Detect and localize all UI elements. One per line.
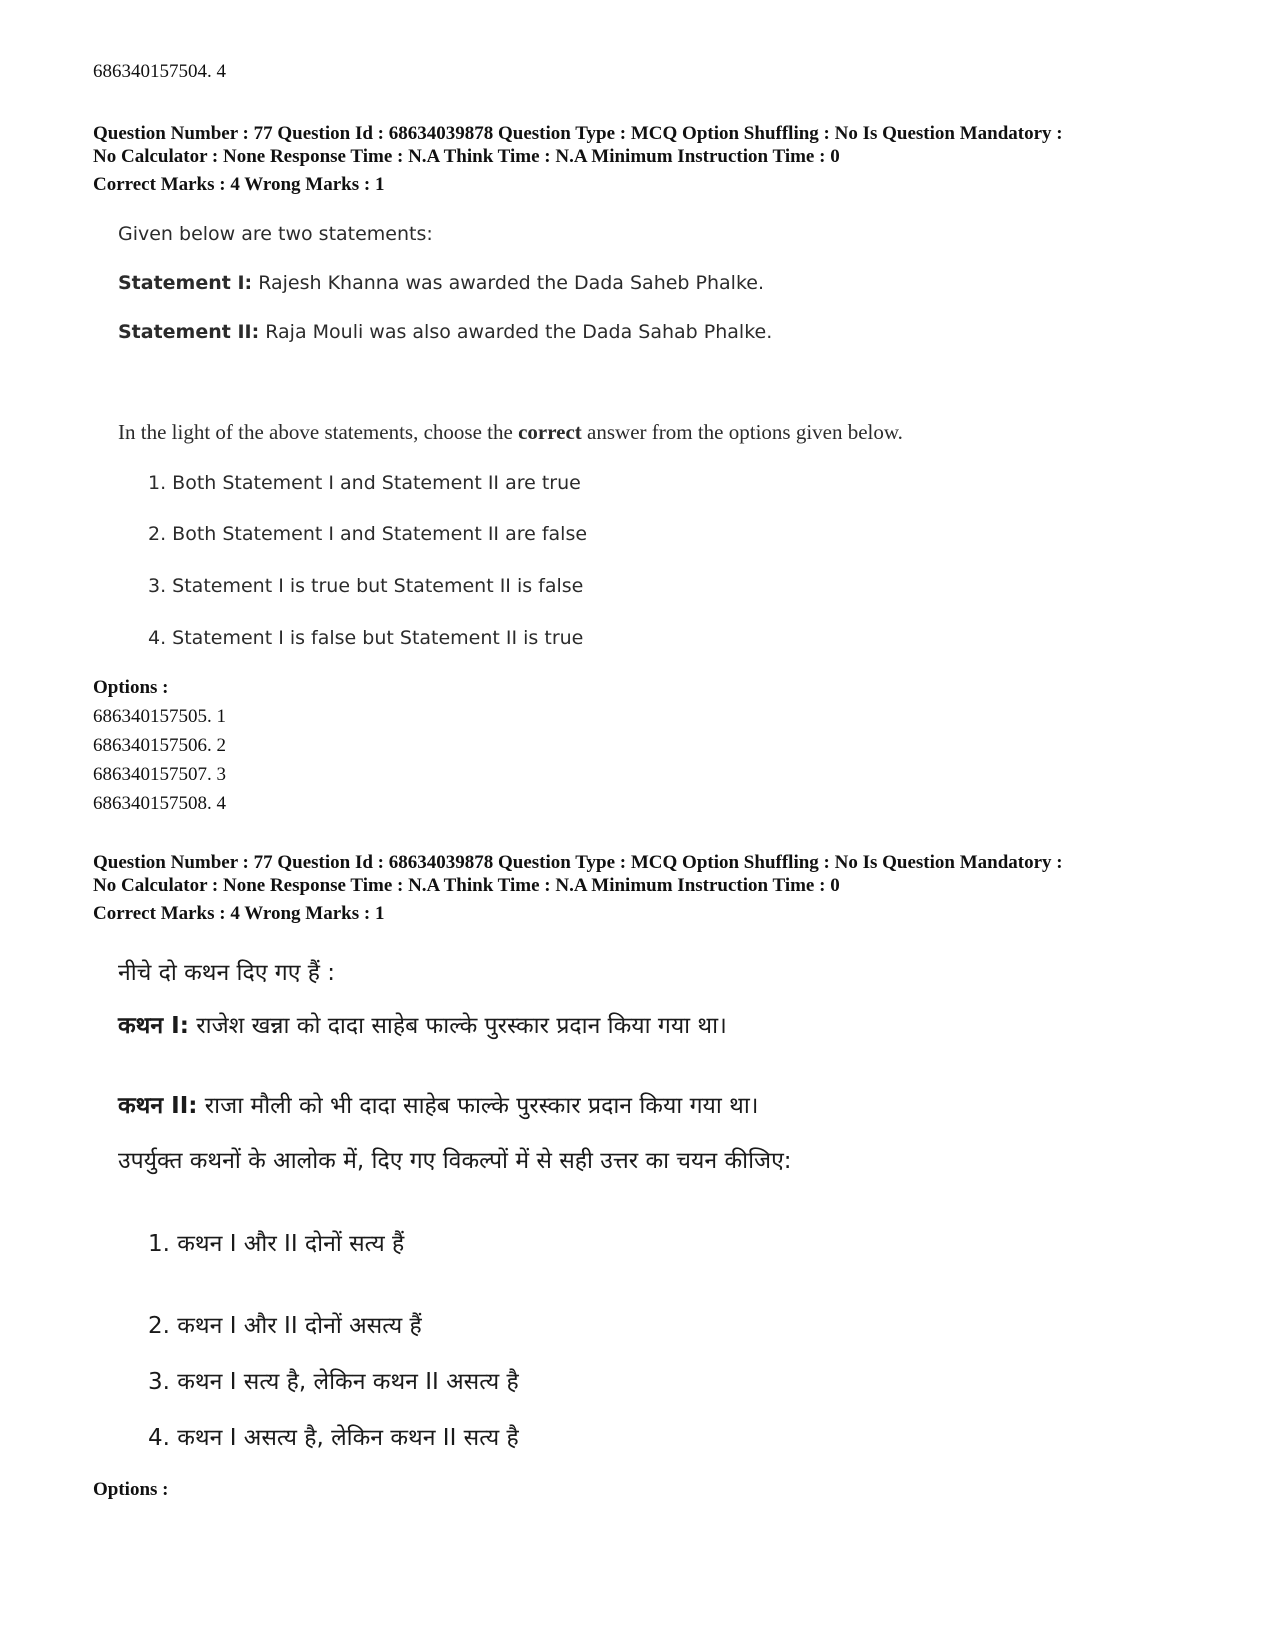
statement-2-text-hi: राजा मौली को भी दादा साहेब फाल्के पुरस्कार प्रदान किया गया था। [204,1093,759,1119]
choice-2-hi: 2. कथन I और II दोनों असत्य हैं [148,1313,422,1339]
marks-line-hi: Correct Marks : 4 Wrong Marks : 1 [93,903,385,924]
statement-2-text: Raja Mouli was also awarded the Dada Sahab Phalke. [265,321,773,343]
choice-3: 3. Statement I is true but Statement II is false [148,575,584,597]
option-3: 686340157507. 3 [93,764,226,785]
statement-1-label: Statement I: [118,272,253,294]
previous-option-line: 686340157504. 4 [93,61,226,82]
option-4: 686340157508. 4 [93,793,226,814]
options-label-hi: Options : [93,1479,169,1500]
statement-2-label-hi: कथन II: [118,1093,198,1119]
option-1: 686340157505. 1 [93,706,226,727]
options-label: Options : [93,677,169,698]
statement-1-text-hi: राजेश खन्ना को दादा साहेब फाल्के पुरस्कार प्रदान किया गया था। [196,1013,727,1039]
statement-1-label-hi: कथन I: [118,1013,189,1039]
choice-2: 2. Both Statement I and Statement II are false [148,523,588,545]
question-meta-line-2: No Calculator : None Response Time : N.A Think Time : N.A Minimum Instruction Time : 0 [93,146,840,167]
statement-1-hi [118,1008,727,1040]
choice-4-hi: 4. कथन I असत्य है, लेकिन कथन II सत्य है [148,1425,519,1451]
choice-3-hi: 3. कथन I सत्य है, लेकिन कथन II असत्य है [148,1369,519,1395]
statement-1-text: Rajesh Khanna was awarded the Dada Saheb Phalke. [258,272,764,294]
question-meta-line-1-hi: Question Number : 77 Question Id : 68634039878 Question Type : MCQ Option Shuffling : No Is Question Mandatory : [93,852,1063,873]
choice-1-hi: 1. कथन I और II दोनों सत्य हैं [148,1231,405,1257]
options-list [93,702,226,818]
instruction-line [118,420,903,445]
statement-2-hi [118,1088,759,1120]
option-2: 686340157506. 2 [93,735,226,756]
statement-2-label: Statement II: [118,321,260,343]
statement-1 [118,272,764,294]
instruction-line-hi: उपर्युक्त कथनों के आलोक में, दिए गए विकल्पों में से सही उत्तर का चयन कीजिए: [118,1148,792,1174]
question-meta-line-2-hi: No Calculator : None Response Time : N.A Think Time : N.A Minimum Instruction Time : 0 [93,875,840,896]
instruction-bold: correct [518,420,582,444]
question-intro-hi: नीचे दो कथन दिए गए हैं : [118,960,336,986]
choice-1: 1. Both Statement I and Statement II are true [148,472,581,494]
instruction-post: answer from the options given below. [587,420,903,444]
instruction-pre: In the light of the above statements, choose the [118,420,513,444]
choice-4: 4. Statement I is false but Statement II is true [148,627,584,649]
question-meta-line-1: Question Number : 77 Question Id : 68634039878 Question Type : MCQ Option Shuffling : No Is Question Mandatory : [93,123,1063,144]
statement-2 [118,321,772,343]
question-intro: Given below are two statements: [118,223,433,245]
marks-line: Correct Marks : 4 Wrong Marks : 1 [93,174,385,195]
